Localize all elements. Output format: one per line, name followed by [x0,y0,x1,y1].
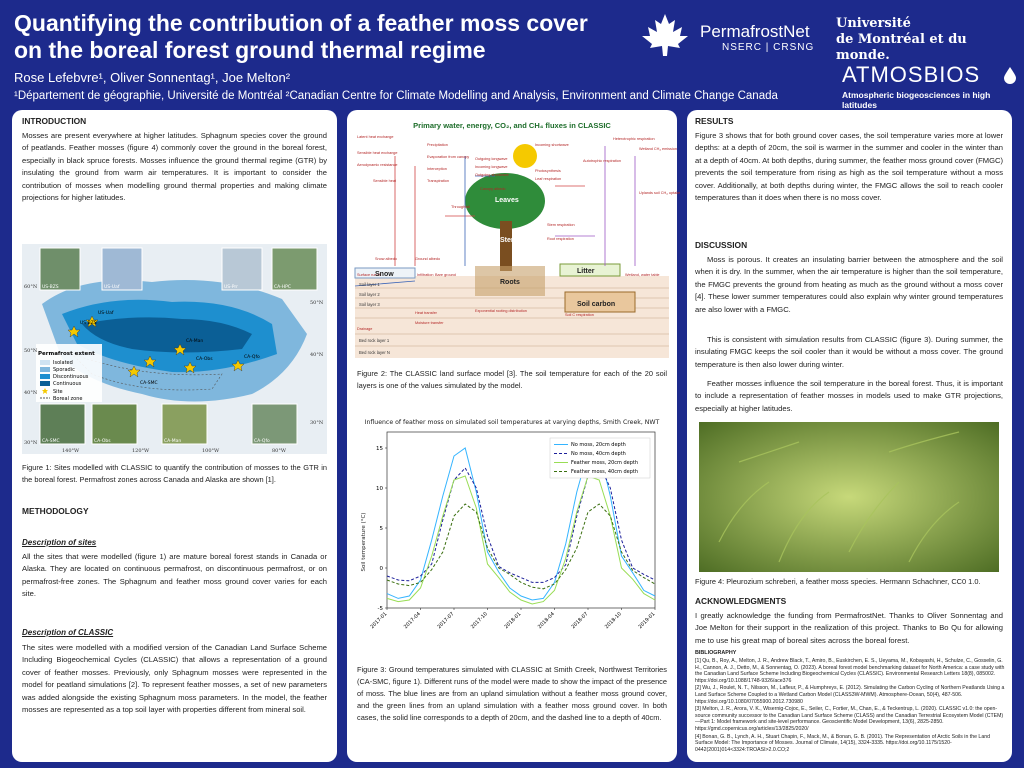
map-site-label: CA-Obs [196,357,213,362]
discussion-heading: DISCUSSION [695,240,748,250]
chart-y-axis-label: Soil temperature (°C) [361,512,367,572]
lon-label: 120°W [132,448,150,454]
bibliography-heading: BIBLIOGRAPHY [695,650,737,656]
flux-label: Heat transfer [415,311,437,315]
map-legend-sporadic: Sporadic [53,367,75,373]
lat-label: 40°N [310,352,324,358]
water-drop-icon [1003,66,1017,84]
udem-logo [836,16,1024,64]
lat-label: 50°N [24,348,38,354]
flux-label: Interception [427,167,447,171]
figure-4-moss-photo [699,422,999,572]
y-tick-label: 10 [376,486,383,492]
acknowledgments-heading: ACKNOWLEDGMENTS [695,596,787,606]
flux-label: Wetland, water table [625,273,660,277]
map-site-label: US-BZS [80,321,97,326]
lat-label: 40°N [24,390,38,396]
column-right [687,110,1012,762]
map-site-label: CA-Qfo [244,355,260,360]
legend-label: No moss, 40cm depth [571,451,626,457]
permafrostnet-logo: PermafrostNet [700,22,810,41]
photo-label: CA-SMC [42,439,60,444]
flux-label: Evaporation from canopy [427,155,470,159]
flux-label: Wetland CH₄ emission [639,147,677,151]
map-site-label: CA-Man [186,339,204,344]
lon-label: 100°W [202,448,220,454]
flux-label: Moisture transfer [415,321,444,325]
results-heading: RESULTS [695,116,734,126]
maple-leaf-icon [640,12,690,58]
flux-label: Snow albedo [375,257,397,261]
bib-entry: [2] Wu, J., Roulet, N. T., Nilsson, M., Lafleur, P., & Humphreys, E. (2012). Simulating the Carbon Cycling of Northern Peatlands Using a Land Surface Scheme Coupled to a Wetland Carbon Model (CLASS3W-MWM). Atmosphere-Ocean, 50(4), 487-506. https://doi.org/10.1080/07055900.2012.730980 [695,685,1005,705]
flux-label: Heterotrophic respiration [613,137,655,141]
classic-text: The sites were modelled with a modified version of the Canadian Land Surface Scheme Including Biogeochemical Cycles (CLASSIC) that allows a representation of a ground cover of feather mosses. Previously, only Sphagnum mosses were represented in the model for peatland simulations [2]. To represent feather mosses, a set of new parameters was added alongside the existing Sphagnum moss parameters. In the model, the feather mosses are represented as a top soil layer with properties different from mineral soil. [22,643,327,715]
affiliations: ¹Département de géographie, Université de Montréal ²Canadian Centre for Climate Modelling and Analysis, Environment and Climate Change Canada [14,90,778,102]
title-line-1: Quantifying the contribution of a feather moss cover [14,10,588,36]
atmosbios-subtitle: Atmospheric biogeosciences in high latitudes [842,90,991,110]
column-middle [347,110,681,762]
figure-1-caption: Figure 1: Sites modelled with CLASSIC to quantify the contribution of mosses to the GTR in the boreal forest. Permafrost zones across Canada and Alaska are shown [1]. [22,463,327,484]
flux-label: Leaf respiration [535,177,562,181]
flux-label: Throughfall [451,205,470,209]
bibliography [695,658,1007,753]
photo-label: CA-Obs [94,439,111,444]
bib-entry: [3] Melton, J. R., Arora, V. K., Wisernig-Cojoc, E., Seiler, C., Fortier, M., Chan, E., & Teckentrup, L. (2020). CLASSIC v1.0: the open-source community successor to the Canadian Land Surface Scheme (CLASS) and the Canadian Terrestrial Ecosystem Model (CTEM)—Part 1: Model framework and site-level performance. Geoscientific Model Development, 13(6), 2825-2850. https://gmd.copernicus.org/articles/13/2825/2020/ [695,706,1004,732]
soil-carbon-label: Soil carbon [577,301,616,308]
poster-title [14,10,634,64]
photo-label: CA-Qfo [254,439,270,444]
flux-label: Photosynthesis [535,169,561,173]
flux-label: Bare ground [435,273,456,277]
litter-label: Litter [577,268,595,275]
series-line [387,476,655,604]
figure-2-caption: Figure 2: The CLASSIC land surface model [3]. The soil temperature for each of the 20 soil layers is one of the values simulated by the model. [357,369,667,390]
classic-heading: Description of CLASSIC [22,628,114,637]
bib-entry: [1] Qu, B., Roy, A., Melton, J. R., Andrew Black, T., Amiro, B., Euskirchen, E. S., Ueyama, M., Kobayashi, H., Schulze, C., Gosselin, G. H., Cannon, A. J., Detto, M., & Sonnentag, O. (2023). A boreal forest model benchmarking dataset for North America: a case study with the Canadian Land Surface Scheme Including Biogeochemical Cycles (CLASSIC). Environmental Research Letters 18(8), 085002. https://doi.org/10.1088/1748-9326/ace376 [695,658,1005,684]
roots-label: Roots [500,279,520,286]
photo-label: CA-Man [164,439,182,444]
flux-label: Ground albedo [415,257,441,261]
flux-label: Root respiration [547,237,574,241]
flux-label: Incoming longwave [475,165,508,169]
soil-temperature-chart [355,412,669,652]
flux-label: Drainage [357,327,373,331]
photo-label: US-Prr [224,285,239,290]
x-tick-label: 2018-04 [536,611,556,631]
chart-title: Influence of feather moss on simulated soil temperatures at varying depths, Smith Creek, NWT [364,419,660,426]
leaves-label: Leaves [495,197,519,204]
flux-label: Stem respiration [547,223,575,227]
flux-label: Canopy albedo [480,187,506,191]
x-tick-label: 2018-10 [603,611,623,631]
map-legend-isolated: Isolated [53,360,73,366]
bedrock-label: Bed rock layer 1 [359,338,390,343]
discussion-paragraph-1: Moss is porous. It creates an insulating barrier between the atmosphere and the soil when it is dry. In the summer, when the air temperature is higher than the soil temperature, the FMGC prevents the ground from heating as much as the ground without a moss cover [4]. These lower summer temperatures could also explain why winter ground temperatures are also lower with a FMGC. [695,255,1003,314]
map-legend-discontinuous: Discontinuous [53,374,89,380]
flux-label: Latent heat exchange [357,135,394,139]
x-tick-label: 2019-01 [637,611,657,631]
lon-label: 80°W [272,448,287,454]
photo-label: US-BZS [42,285,59,290]
udem-line-2: de Montréal et du monde. [836,32,967,63]
map-site-label: US-Uaf [98,311,114,316]
sites-heading: Description of sites [22,538,97,547]
authors: Rose Lefebvre¹, Oliver Sonnentag¹, Joe Melton² [14,70,291,85]
boreal-sites-map [22,244,327,454]
x-tick-label: 2018-01 [503,611,523,631]
legend-label: No moss, 20cm depth [571,442,626,448]
intro-heading: INTRODUCTION [22,116,87,126]
legend-label: Feather moss, 20cm depth [571,460,639,466]
y-tick-label: -5 [377,606,383,612]
figure-2-title: Primary water, energy, CO₂, and CH₄ fluxes in CLASSIC [413,121,611,130]
x-tick-label: 2017-07 [436,611,456,631]
legend-label: Feather moss, 40cm depth [571,469,639,475]
map-site-label: CA-SMC [140,381,158,386]
poster-header [0,0,1024,112]
series-line [387,464,655,582]
photo-label: CA-HPC [274,285,291,290]
lat-label: 60°N [24,284,38,290]
results-text: Figure 3 shows that for both ground cover cases, the soil temperature varies more at lower depths: at a depth of 20cm, the soil is warmer in the summer and cooler in the winter than at a depth of 40cm. At both depths, during summer, the feather moss ground cover (FMGC) prevents the soil temperature from rising as high as the soil temperature without a moss cover. Additionally, at both depths during winter, the FMGC allows the soil to reach cooler temperatures than it does when there is no moss cover. [695,131,1003,203]
flux-label: Uplands soil CH₄ uptake [639,191,681,195]
x-tick-label: 2018-07 [570,611,590,631]
photo-label: US-Uaf [104,285,120,290]
figure-1-map [22,244,327,454]
lat-label: 30°N [24,440,38,446]
map-legend-title: Permafrost extent [38,351,95,357]
title-line-2: on the boreal forest ground thermal regime [14,37,486,63]
flux-label: Transpiration [427,179,450,183]
nserc-label: NSERC | CRSNG [722,42,815,53]
y-tick-label: 15 [376,446,383,452]
flux-label: Exponential rooting distribution [475,309,527,313]
figure-2-classic-diagram [355,116,681,358]
flux-label: Sensible heat [373,179,397,183]
flux-label: Aerodynamic resistance [357,163,398,167]
intro-text: Mosses are present everywhere at higher latitudes. Sphagnum species cover the ground of peatlands. Feather mosses (figure 4) commonly cover the ground in the boreal forest, especially in black spruce forests. Mosses influence the ground thermal regime (GTR) by insulating the ground from warm air temperatures. It is important to consider the contribution of mosses when modelling ground thermal properties and making climate projections for higher latitudes. [22,131,327,203]
snow-label: Snow [375,271,394,278]
x-tick-label: 2017-04 [402,611,422,631]
methodology-heading: METHODOLOGY [22,506,89,516]
discussion-paragraph-2: This is consistent with simulation results from CLASSIC (figure 3). During summer, the insulating FMGC keeps the soil cooler than it would be without a moss cover. The ground temperature is then also lower during winter. [695,335,1003,369]
flux-label: Incoming shortwave [535,143,569,147]
map-legend-continuous: Continuous [53,381,82,387]
moss-photo [699,422,999,572]
figure-4-caption: Figure 4: Pleurozium schreberi, a feather moss species. Hermann Schachner, CC0 1.0. [695,577,981,586]
y-tick-label: 5 [379,526,383,532]
map-legend-site: Site [53,389,63,395]
stem-label: Stem [500,237,518,244]
sites-text: All the sites that were modelled (figure 1) are mature boreal forest stands in Canada or Alaska. They are located on continuous permafrost, on discontinuous permafrost, or on permafrost-free zones. The Sphagnum and feather moss ground cover varies for each site. [22,552,327,599]
soil-layer-label: Soil layer 3 [359,302,380,307]
flux-label: Outgoing shortwave [475,173,509,177]
lat-label: 50°N [310,300,324,306]
classic-fluxes-diagram [355,116,681,358]
map-legend-boreal: Boreal zone [53,396,83,402]
udem-line-1: Université [836,16,911,31]
x-tick-label: 2017-10 [469,611,489,631]
bib-entry: [4] Bonan, G. B., Lynch, A. H., Stuart Chapin, F., Mack, M., & Bonan, G. B. (2001). The Representation of Arctic Soils in the Land Surface Model: The Importance of Mosses. Journal of Climate, 14(15), 3324-3335. https://doi.org/10.1175/1520-0442(2001)014<3324:TROASI>2.0.CO;2 [695,733,990,753]
flux-label: Surface runoff [357,273,381,277]
y-tick-label: 0 [379,566,383,572]
series-line [387,504,655,589]
atmosbios-logo: ATMOSBIOS [842,62,981,87]
figure-3-chart [355,412,669,652]
soil-layer-label: Soil layer 1 [359,282,380,287]
lat-label: 30°N [310,420,324,426]
flux-label: Precipitation [427,143,448,147]
flux-label: Infiltration [417,273,434,277]
flux-label: Autotrophic respiration [583,159,621,163]
column-left [12,110,337,762]
discussion-paragraph-3: Feather mosses influence the soil temperature in the boreal forest. Thus, it is important to include a representation of feather mosses in models used to make GTR projections, especially at higher latitudes. [695,379,1003,413]
lon-label: 140°W [62,448,80,454]
x-tick-label: 2017-01 [369,611,389,631]
soil-layer-label: Soil layer 2 [359,292,380,297]
bedrock-label: Bed rock layer N [359,350,390,355]
flux-label: Outgoing longwave [475,157,508,161]
flux-label: Sensible heat exchange [357,151,398,155]
flux-label: Soil C respiration [565,313,594,317]
acknowledgments-text: I greatly acknowledge the funding from PermafrostNet. Thanks to Oliver Sonnentag and Joe Melton for their support in the realization of this project. Thanks to Bo Qu for allowing me to use his great map of boreal sites across the boreal forest. [695,611,1003,645]
figure-3-caption: Figure 3: Ground temperatures simulated with CLASSIC at Smith Creek, Northwest Territories (CA-SMC, figure 1). Different runs of the model were made to show the impact of the presence of moss. The blue lines are from an upland simulation without a feather moss ground cover, and the green lines from an upland simulation with a feather moss ground cover. In both cases, the solid line corresponds to a depth of 20cm, and the dashed line to a depth of 40cm. [357,665,667,722]
